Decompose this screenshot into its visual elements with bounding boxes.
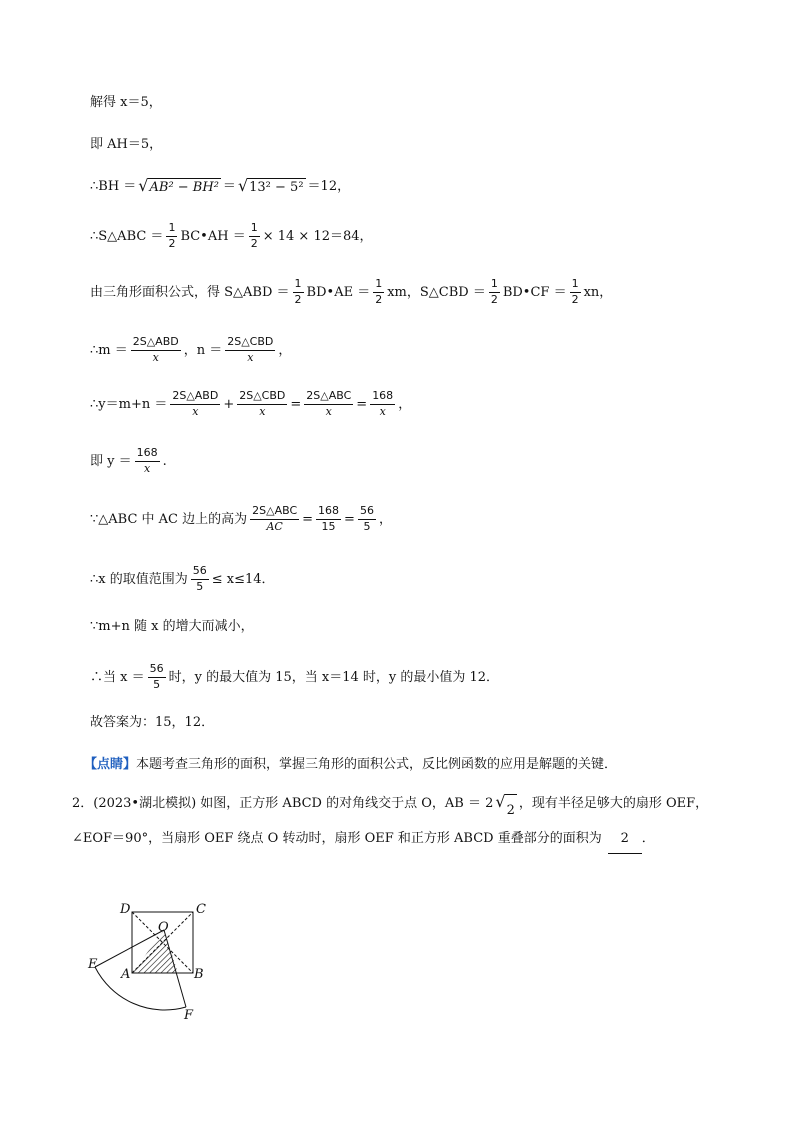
fraction-168-15: $\frac{168}{15}$ (318, 504, 340, 533)
fraction-s-abd-x: $\frac{\text{2S△ABD}}{x}$ (172, 389, 219, 418)
fraction-half: $\frac{1}{2}$ (375, 277, 383, 306)
fraction-s-cbd-x: $\frac{\text{2S△CBD}}{x}$ (239, 389, 286, 418)
line-decreasing: ∵m+n 随 x 的增大而减小， (90, 619, 254, 634)
line-bh: ∴BH ＝ √ AB² − BH² ＝ √ 13² − 5² ＝12， (90, 176, 351, 195)
question-2: 2．(2023•湖北模拟) 如图，正方形 ABCD 的对角线交于点 O，AB ＝ 2 √ 2 ，现有半径足够大的扇形 OEF，∠EOF＝90°，当扇形 OEF 绕点 O 转动时，扇形 OEF 和正方形 ABCD 重叠部分的面积为 2 ． (72, 790, 712, 854)
line-answer: 故答案为：15，12． (90, 715, 215, 730)
line-comment: 【点睛】 本题考查三角形的面积，掌握三角形的面积公式，反比例函数的应用是解题的关键． (84, 757, 618, 772)
label-o: O (158, 920, 169, 935)
fraction-half: $\frac{1}{2}$ (250, 221, 258, 250)
geometry-figure (80, 895, 240, 1025)
line-height-ac: ∵△ABC 中 AC 边上的高为 $\frac{\text{2S△ABC}}{AC}$ = $\frac{168}{15}$ = $\frac{56}{5}$ ， (90, 504, 392, 533)
line-area-formula: 由三角形面积公式，得 S△ABD ＝ $\frac{1}{2}$ BD•AE ＝ $\frac{1}{2}$ xm，S△CBD ＝ $\frac{1}{2}$ BD•CF ＝ $\frac{1}{2}$ xn， (90, 277, 613, 306)
label-b: B (194, 967, 204, 982)
line-max-min: ∴当 x ＝ $\frac{56}{5}$ 时，y 的最大值为 15，当 x＝14 时，y 的最小值为 12． (90, 662, 500, 691)
line-x-range: ∴x 的取值范围为 $\frac{56}{5}$ ≤ x≤14． (90, 564, 275, 593)
fraction-s-abc-ac: $\frac{\text{2S△ABC}}{AC}$ (252, 504, 298, 533)
line-y-sum: ∴y＝m+n ＝ $\frac{\text{2S△ABD}}{x}$ + $\frac{\text{2S△CBD}}{x}$ = $\frac{\text{2S△ABC}}{x}$ = $\frac{168}{x}$ ， (90, 389, 412, 418)
fraction-half: $\frac{1}{2}$ (490, 277, 498, 306)
fraction-half: $\frac{1}{2}$ (168, 221, 176, 250)
line-solve-x: 解得 x＝5， (90, 95, 162, 110)
label-c: C (196, 902, 206, 917)
line-area-abc: ∴S△ABC ＝ $\frac{1}{2}$ BC•AH ＝ $\frac{1}{2}$ × 14 × 12＝84， (90, 221, 373, 250)
answer-blank: 2 (608, 825, 642, 854)
label-e: E (88, 957, 98, 972)
fraction-168-x: $\frac{168}{x}$ (136, 446, 158, 475)
fraction-56-5: $\frac{56}{5}$ (359, 504, 374, 533)
sqrt-2: √ 2 (495, 794, 516, 825)
line-y-result: 即 y ＝ $\frac{168}{x}$ . (90, 446, 167, 475)
fraction-s-abd-x: $\frac{\text{2S△ABD}}{x}$ (132, 335, 179, 364)
fraction-56-5: $\frac{56}{5}$ (192, 564, 207, 593)
line-ah: 即 AH＝5， (90, 137, 163, 152)
fraction-168-x: $\frac{168}{x}$ (372, 389, 394, 418)
label-d: D (120, 902, 131, 917)
fraction-s-abc-x: $\frac{\text{2S△ABC}}{x}$ (306, 389, 352, 418)
fraction-56-5: $\frac{56}{5}$ (149, 662, 164, 691)
label-f: F (184, 1008, 194, 1023)
sqrt-ab-bh: √ AB² − BH² (138, 176, 219, 195)
label-a: A (121, 967, 131, 982)
fraction-s-cbd-x: $\frac{\text{2S△CBD}}{x}$ (227, 335, 274, 364)
fraction-half: $\frac{1}{2}$ (571, 277, 579, 306)
fraction-half: $\frac{1}{2}$ (294, 277, 302, 306)
line-m-n: ∴m ＝ $\frac{\text{2S△ABD}}{x}$ ，n ＝ $\frac{\text{2S△CBD}}{x}$ ， (90, 335, 292, 364)
sqrt-13-5: √ 13² − 5² (237, 176, 304, 195)
